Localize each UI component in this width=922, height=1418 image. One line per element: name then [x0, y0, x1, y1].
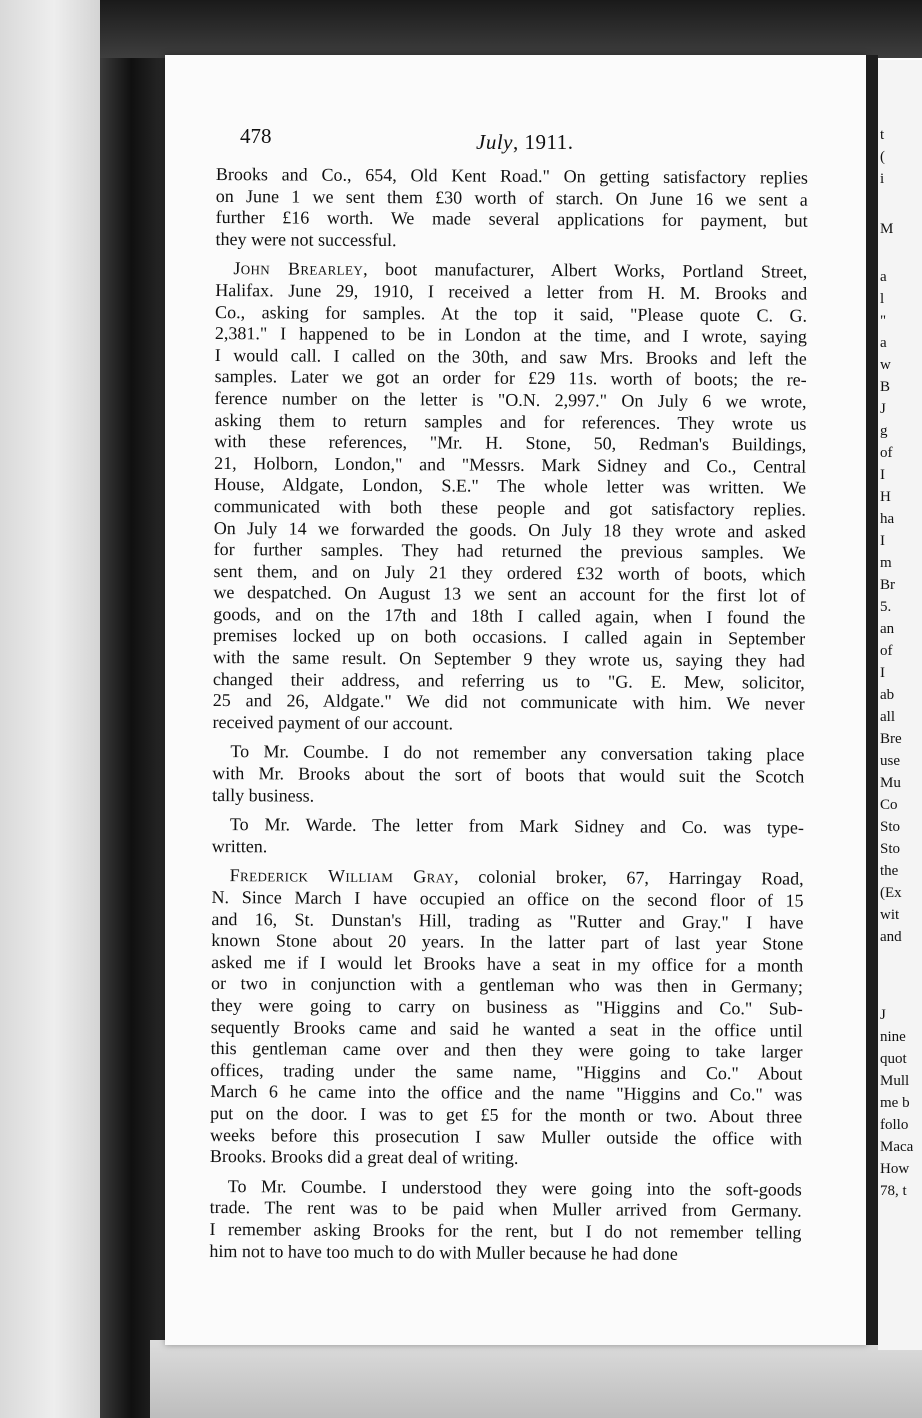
next-page-fragment: (Ex: [880, 885, 902, 901]
next-page-fragment: m: [880, 555, 892, 571]
next-page-fragment: M: [880, 221, 894, 237]
text-line: Frederick William Gray, colonial broker, 67, Harringay Road,: [229, 865, 804, 890]
witness-name: John Brearley: [233, 258, 364, 280]
text-line: I would call. I called on the 30th, and saw Mrs. Brooks and left the: [214, 344, 807, 369]
text-line: with the same result. On September 9 they wrote us, saying they had: [212, 647, 806, 671]
text-line: tally business.: [212, 784, 315, 806]
next-page-fragment: of: [880, 643, 893, 659]
next-page-fragment: Mull: [880, 1073, 910, 1089]
page-gutter: [866, 55, 878, 1345]
text-line: I remember asking Brooks for the rent, but I do not remember telling: [209, 1218, 802, 1243]
text-line: and 16, St. Dunstan's Hill, trading as "Rutter and Gray." I have: [211, 908, 804, 933]
scan-left-margin: [0, 0, 108, 1418]
text-line: Brooks. Brooks did a great deal of writing.: [209, 1146, 519, 1168]
text-line: weeks before this prosecution I saw Muller outside the office with: [210, 1124, 803, 1149]
next-page-fragment: ab: [880, 687, 895, 703]
text-line: or two in conjunction with a gentleman who was then in Germany;: [210, 973, 804, 997]
next-page-fragment: How: [880, 1161, 910, 1177]
text-line: 21, Holborn, London," and "Messrs. Mark Sidney and Co., Central: [214, 452, 807, 477]
text-line: asked me if I would let Brooks have a seat in my office for a month: [211, 951, 804, 976]
next-page-fragment: Sto: [880, 841, 901, 857]
next-page-fragment: 78, t: [880, 1183, 907, 1199]
next-page-fragment: (: [880, 149, 885, 165]
next-page-fragment: I: [880, 467, 885, 483]
text-line: samples. Later we got an order for £29 11s. worth of boots; the re-: [214, 366, 807, 390]
next-page-fragment: J: [880, 1007, 886, 1023]
text-line: To Mr. Coumbe. I do not remember any conversation taking place: [230, 741, 805, 766]
next-page-fragment: Bre: [880, 731, 902, 747]
next-page-fragment: w: [880, 357, 891, 373]
running-head-month: July: [476, 130, 513, 154]
scan-bottom-edge: [150, 1340, 922, 1418]
next-page-fragment: I: [880, 665, 885, 681]
next-page-fragment: I: [880, 533, 885, 549]
next-page-fragment: wit: [880, 907, 900, 923]
text-line: further £16 worth. We made several applications for payment, but: [215, 207, 808, 231]
next-page-fragment: nine: [880, 1029, 906, 1045]
text-line: 2,381." I happened to be in London at the time, and I wrote, saying: [214, 323, 808, 347]
text-line: trade. The rent was to be paid when Muller arrived from Germany.: [209, 1197, 802, 1221]
text-line: on June 1 we sent them £30 worth of starch. On June 16 we sent a: [215, 185, 808, 210]
next-page-fragment: l: [880, 291, 885, 307]
next-page-fragment: and: [880, 929, 902, 945]
text-line: ference number on the letter is "O.N. 2,997." On July 6 we wrote,: [214, 387, 807, 412]
text-line: written.: [211, 835, 268, 857]
running-head: [476, 130, 573, 155]
next-page-fragment: Br: [880, 577, 895, 593]
text-line: they were going to carry on business as "Higgins and Co." Sub-: [210, 994, 803, 1019]
text-line: known Stone about 20 years. In the latter part of last year Stone: [211, 930, 804, 954]
text-line: this gentleman came over and then they were going to take larger: [210, 1038, 803, 1062]
next-page-fragment: follo: [880, 1117, 909, 1133]
text-line: asking them to return samples and for references. They wrote us: [214, 409, 807, 434]
text-line: March 6 he came into the office and the name "Higgins and Co." was: [210, 1081, 803, 1105]
body-text: [209, 164, 808, 1274]
next-page-fragment: 5.: [880, 599, 892, 615]
text-line: sequently Brooks came and said he wanted a seat in the office until: [210, 1016, 803, 1041]
text-line: House, Aldgate, London, S.E." The whole letter was written. We: [213, 474, 807, 498]
text-line: they were not successful.: [215, 228, 397, 250]
next-page-fragment: an: [880, 621, 895, 637]
text-line: John Brearley, boot manufacturer, Albert Works, Portland Street,: [233, 258, 808, 282]
text-line: we despatched. On August 13 we sent an account for the first lot of: [213, 582, 806, 606]
paragraph: [210, 865, 804, 1171]
text-line: goods, and on the 17th and 18th I called again, when I found the: [213, 603, 806, 628]
book-binding: [100, 0, 170, 1418]
next-page-fragment: J: [880, 401, 886, 417]
next-page-fragment: i: [880, 171, 885, 187]
scan-top-edge: [100, 0, 922, 58]
next-page-edge: [878, 60, 922, 1350]
paragraph: [212, 814, 804, 861]
next-page-fragment: me b: [880, 1095, 910, 1111]
next-page-fragment: all: [880, 709, 895, 725]
next-page-fragment: quot: [880, 1051, 907, 1067]
page-number: 478: [240, 124, 272, 148]
text-line: with Mr. Brooks about the sort of boots that would suit the Scotch: [212, 763, 805, 787]
next-page-fragment: Maca: [880, 1139, 914, 1155]
text-line: him not to have too much to do with Muller because he had done: [209, 1240, 678, 1264]
next-page-fragment: the: [880, 863, 899, 879]
text-line: for further samples. They had returned the previous samples. We: [213, 539, 806, 563]
text-line: communicated with both these people and got satisfactory replies.: [213, 495, 806, 520]
next-page-fragment: ha: [880, 511, 895, 527]
next-page-fragment: Mu: [880, 775, 901, 791]
text-line: To Mr. Coumbe. I understood they were going into the soft-goods: [227, 1175, 802, 1200]
paragraph: [213, 258, 808, 737]
text-line: received payment of our account.: [212, 711, 454, 734]
next-page-fragment: ": [880, 313, 887, 329]
text-line: Co., asking for samples. At the top it said, "Please quote C. G.: [215, 301, 808, 326]
paragraph: [209, 1176, 802, 1266]
text-line: offices, trading under the same name, "Higgins and Co." About: [210, 1059, 803, 1084]
paragraph: [212, 741, 804, 809]
next-page-fragment: g: [880, 423, 888, 439]
text-line: On July 14 we forwarded the goods. On July 18 they wrote and asked: [213, 517, 806, 542]
running-head-year: , 1911.: [512, 130, 574, 154]
next-page-fragment: t: [880, 127, 885, 143]
next-page-fragment: Co: [880, 797, 898, 813]
text-line: 25 and 26, Aldgate." We did not communicate with him. We never: [212, 690, 805, 714]
text-line: N. Since March I have occupied an office on the second floor of 15: [211, 886, 804, 911]
text-line: with these references, "Mr. H. Stone, 50, Redman's Buildings,: [214, 431, 807, 455]
next-page-fragment: of: [880, 445, 893, 461]
witness-name: Frederick William Gray: [229, 865, 455, 887]
text-line: premises locked up on both occasions. I called again in September: [213, 625, 806, 650]
next-page-fragment: Sto: [880, 819, 901, 835]
next-page-fragment: H: [880, 489, 891, 505]
text-line: Brooks and Co., 654, Old Kent Road." On getting satisfactory replies: [215, 164, 808, 188]
text-line: sent them, and on July 21 they ordered £32 worth of boots, which: [213, 560, 806, 585]
text-line: To Mr. Warde. The letter from Mark Sidney and Co. was type-: [229, 814, 805, 838]
next-page-fragment: a: [880, 335, 887, 351]
next-page-fragment: a: [880, 269, 887, 285]
paragraph: [215, 164, 808, 254]
next-page-fragment: B: [880, 379, 891, 395]
next-page-fragment: use: [880, 753, 900, 769]
text-line: changed their address, and referring us to "G. E. Mew, solicitor,: [212, 668, 805, 693]
text-line: Halifax. June 29, 1910, I received a letter from H. M. Brooks and: [215, 279, 808, 304]
text-line: put on the door. I was to get £5 for the month or two. About three: [210, 1102, 803, 1127]
